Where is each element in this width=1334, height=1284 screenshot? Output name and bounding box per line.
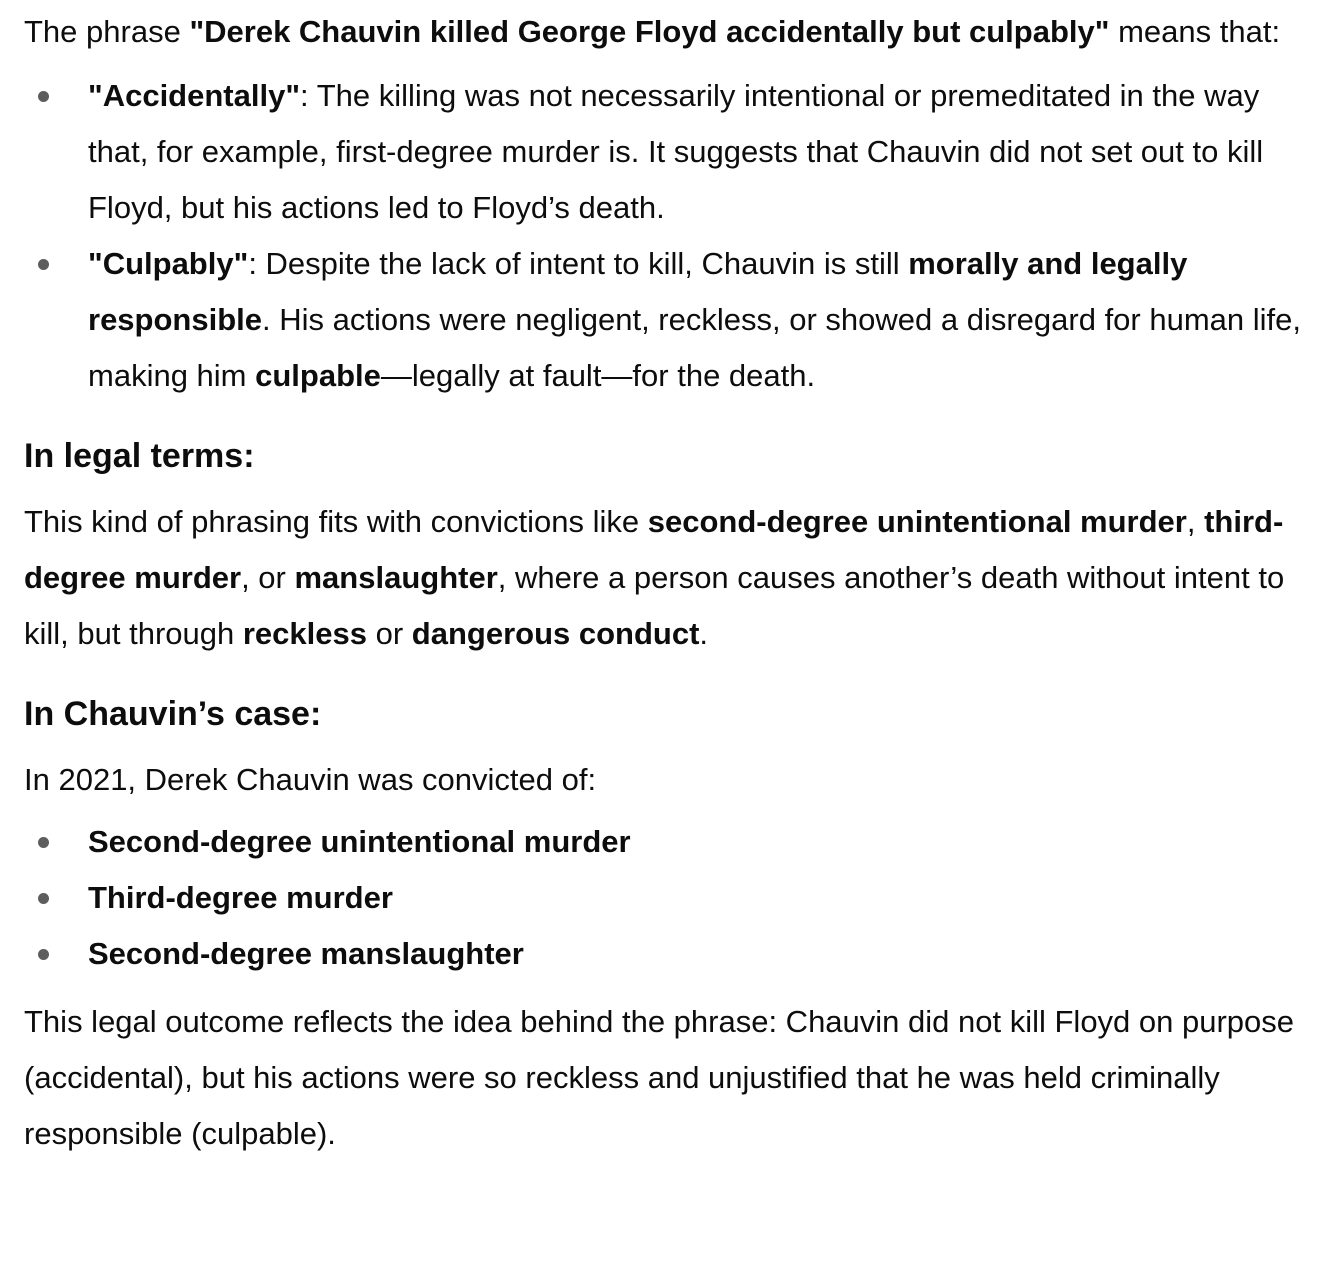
term-accidentally: "Accidentally" (88, 78, 301, 113)
legal-bold-4: reckless (242, 616, 367, 651)
convictions-list (24, 814, 1310, 982)
legal-bold-5: dangerous conduct (411, 616, 700, 651)
legal-text-4: , where a person causes another’s death without intent to kill, but through (24, 560, 1285, 651)
definition-culpably-a: : Despite the lack of intent to kill, Chauvin is still (248, 246, 909, 281)
list-item (24, 814, 1310, 870)
legal-terms-paragraph (24, 494, 1310, 662)
heading-chauvin-case: In Chauvin’s case: (24, 695, 322, 733)
heading-legal-terms: In legal terms: (24, 437, 255, 475)
list-item (24, 870, 1310, 926)
legal-text-3: , or (241, 560, 295, 595)
definition-culpably-c: —legally at fault—for the death. (380, 358, 816, 393)
bullet-icon (38, 926, 50, 982)
legal-bold-2: third-degree murder (24, 504, 1284, 595)
legal-text-1: This kind of phrasing fits with convictions like (24, 504, 648, 539)
legal-text-6: . (699, 616, 709, 651)
bullet-icon (38, 236, 50, 292)
conviction-3: Second-degree manslaughter (88, 936, 524, 971)
definition-accidentally: : The killing was not necessarily intentional or premeditated in the way that, for example, first-degree murder is. It suggests that Chauvin did not set out to kill Floyd, but his actions led to Floyd’s death. (88, 78, 1264, 225)
term-culpably: "Culpably" (88, 246, 249, 281)
definition-culpably-b: . His actions were negligent, reckless, or showed a disregard for human life, making him (88, 302, 1301, 393)
list-item-culpably (24, 236, 1310, 404)
legal-bold-1: second-degree unintentional murder (647, 504, 1187, 539)
bullet-icon (38, 870, 50, 926)
conviction-2: Third-degree murder (88, 880, 393, 915)
intro-phrase: "Derek Chauvin killed George Floyd accidentally but culpably" (189, 14, 1110, 49)
bullet-icon (38, 68, 50, 124)
list-item (24, 926, 1310, 982)
intro-pre: The phrase (24, 14, 190, 49)
legal-bold-3: manslaughter (294, 560, 498, 595)
legal-text-2: , (1186, 504, 1205, 539)
definition-culpably-bold-a: morally and legally responsible (88, 246, 1188, 337)
conclusion-paragraph: This legal outcome reflects the idea behind the phrase: Chauvin did not kill Floyd on purpose (accidental), but his actions were so reckless and unjustified that he was held criminally responsible (culpable). (24, 1004, 1295, 1151)
convictions-lead: In 2021, Derek Chauvin was convicted of: (24, 762, 597, 797)
definitions-list (24, 68, 1310, 404)
list-item-accidentally (24, 68, 1310, 236)
conviction-1: Second-degree unintentional murder (88, 824, 631, 859)
bullet-icon (38, 814, 50, 870)
legal-text-5: or (366, 616, 412, 651)
intro-paragraph (24, 4, 1310, 60)
intro-post: means that: (1109, 14, 1281, 49)
definition-culpably-bold-b: culpable (255, 358, 381, 393)
